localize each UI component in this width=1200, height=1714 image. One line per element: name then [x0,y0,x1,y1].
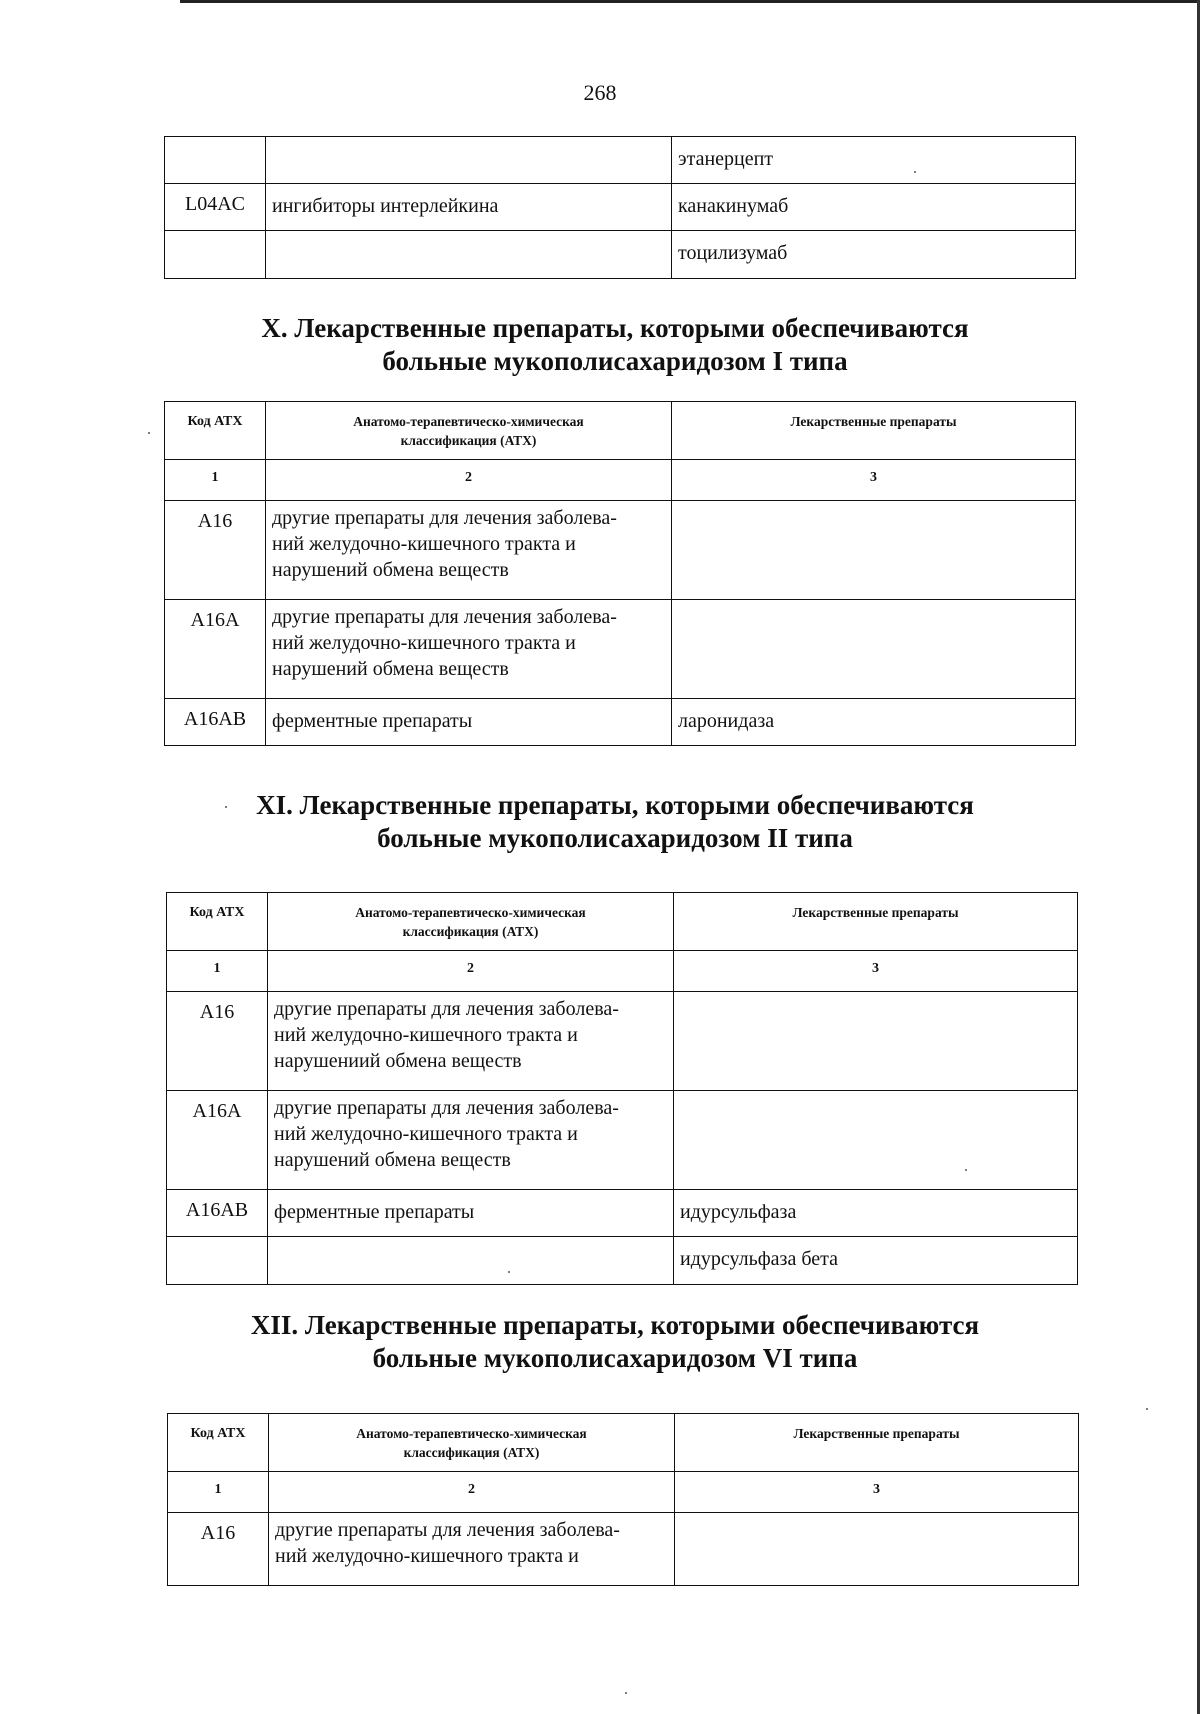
atc-class-cell [268,1091,674,1190]
drug-cell [675,1513,1079,1586]
section-xi-table [166,892,1078,1285]
atc-code-cell: A16 [168,1513,269,1586]
column-number: 2 [269,1472,675,1513]
atc-class-cell: ингибиторы интерлейкина [266,184,672,231]
section-xii-title [150,1309,1080,1375]
cell-line: другие препараты для лечения заболева- [272,507,617,529]
section-title-line: больные мукополисахаридозом VI типа [372,1343,858,1373]
section-title-line: больные мукополисахаридозом I типа [382,346,848,376]
table-row [167,992,1078,1091]
column-number: 3 [675,1472,1079,1513]
section-x-title [150,312,1080,378]
section-title-line: XII. Лекарственные препараты, которыми обеспечиваются [250,1310,980,1340]
atc-code-cell: A16 [165,501,266,600]
atc-code-cell: A16A [167,1091,268,1190]
column-number-row [167,951,1078,992]
atc-class-cell [266,600,672,699]
table-row [165,184,1076,231]
drug-cell [674,992,1078,1091]
scan-speck [625,1692,627,1694]
section-xii-table [167,1413,1079,1586]
section-title-line: X. Лекарственные препараты, которыми обеспечиваются [261,313,969,343]
table-header-row [168,1414,1079,1472]
drug-cell [674,1091,1078,1190]
atc-class-cell [266,501,672,600]
header-code: Код АТХ [168,1414,269,1472]
scan-speck [225,806,227,808]
drug-cell: ларонидаза [672,699,1076,746]
drug-cell: канакинумаб [672,184,1076,231]
table-header-row [165,402,1076,460]
column-number: 3 [674,951,1078,992]
header-line: классификация (АТХ) [402,924,539,939]
cell-line: ний желудочно-кишечного тракта и [272,632,576,654]
section-x-table [164,401,1076,746]
atc-class-cell: ферментные препараты [266,699,672,746]
atc-code-cell: L04AC [165,184,266,231]
column-number: 3 [672,460,1076,501]
cell-line: нарушений обмена веществ [272,559,509,581]
atc-class-cell [268,992,674,1091]
table-row [165,137,1076,184]
table-row [167,1237,1078,1285]
drug-cell: тоцилизумаб [672,231,1076,279]
table-header-row [167,893,1078,951]
atc-code-cell: A16A [165,600,266,699]
table-row [165,501,1076,600]
atc-code-cell: A16 [167,992,268,1091]
cell-line: ний желудочно-кишечного тракта и [272,533,576,555]
page-number: 268 [583,80,617,105]
section-xi-title [150,789,1080,855]
atc-code-cell: A16AB [165,699,266,746]
column-number: 1 [165,460,266,501]
header-line: Анатомо-терапевтическо-химическая [356,1426,587,1441]
table-row [167,1091,1078,1190]
scan-speck [965,1169,967,1171]
cell-line: нарушений обмена веществ [272,658,509,680]
atc-code-cell: A16AB [167,1190,268,1237]
table-row [168,1513,1079,1586]
drug-cell: этанерцепт [672,137,1076,184]
column-number: 1 [168,1472,269,1513]
column-number: 1 [167,951,268,992]
section-title-line: XI. Лекарственные препараты, которыми обеспечиваются [256,790,974,820]
header-code: Код АТХ [167,893,268,951]
drug-cell [672,501,1076,600]
atc-class-cell [269,1513,675,1586]
cell-line: ний желудочно-кишечного тракта и [275,1545,579,1567]
atc-class-cell: ферментные препараты [268,1190,674,1237]
header-classification [266,402,672,460]
scan-speck [148,432,150,434]
atc-class-cell [268,1237,674,1285]
cell-line: другие препараты для лечения заболева- [274,1097,619,1119]
header-classification [269,1414,675,1472]
table-row [165,231,1076,279]
header-code: Код АТХ [165,402,266,460]
scan-speck [508,1271,510,1273]
header-line: классификация (АТХ) [403,1445,540,1460]
header-classification [268,893,674,951]
column-number-row [165,460,1076,501]
header-line: Анатомо-терапевтическо-химическая [355,905,586,920]
cell-line: нарушениий обмена веществ [274,1050,522,1072]
cell-line: нарушений обмена веществ [274,1149,511,1171]
continuation-table [164,136,1076,279]
table-row [167,1190,1078,1237]
atc-class-cell [266,231,672,279]
header-line: Анатомо-терапевтическо-химическая [353,414,584,429]
column-number-row [168,1472,1079,1513]
cell-line: другие препараты для лечения заболева- [274,998,619,1020]
scan-speck [914,171,916,173]
atc-code-cell [165,231,266,279]
cell-line: ний желудочно-кишечного тракта и [274,1024,578,1046]
cell-line: ний желудочно-кишечного тракта и [274,1123,578,1145]
drug-cell [672,600,1076,699]
table-row [165,600,1076,699]
drug-cell: идурсульфаза [674,1190,1078,1237]
table-row [165,699,1076,746]
cell-line: другие препараты для лечения заболева- [272,606,617,628]
scan-speck [1146,1408,1148,1410]
atc-code-cell [165,137,266,184]
column-number: 2 [268,951,674,992]
section-title-line: больные мукополисахаридозом II типа [377,823,853,853]
column-number: 2 [266,460,672,501]
header-line: классификация (АТХ) [400,433,537,448]
drug-cell: идурсульфаза бета [674,1237,1078,1285]
header-drugs: Лекарственные препараты [675,1414,1079,1472]
atc-code-cell [167,1237,268,1285]
cell-line: другие препараты для лечения заболева- [275,1519,620,1541]
header-drugs: Лекарственные препараты [674,893,1078,951]
atc-class-cell [266,137,672,184]
scan-edge-top [180,0,1200,3]
header-drugs: Лекарственные препараты [672,402,1076,460]
